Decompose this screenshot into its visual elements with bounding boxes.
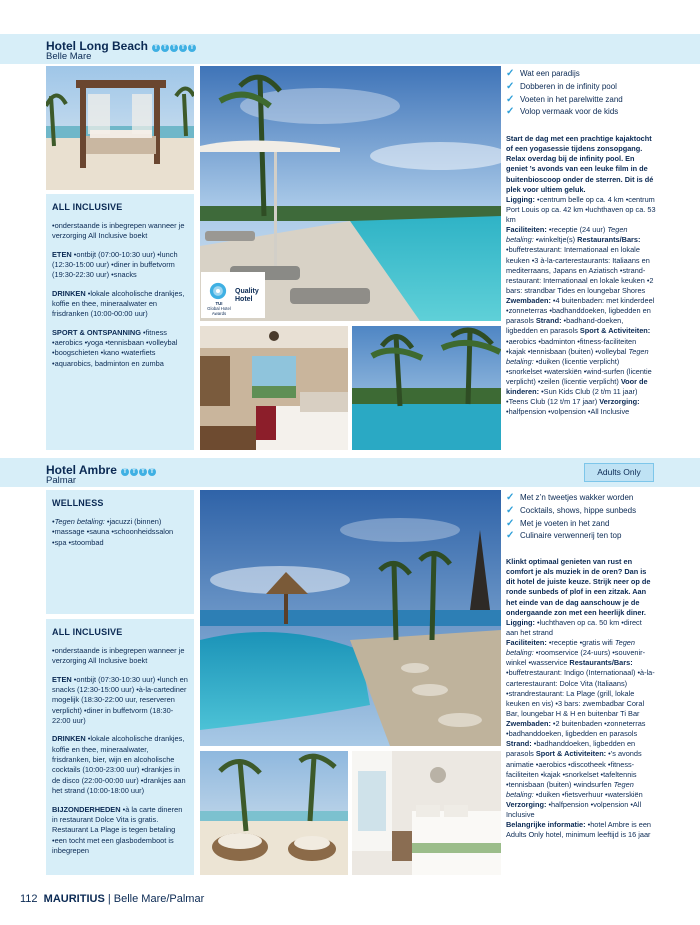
detail-text: •halfpension •volpension •All Inclusive bbox=[506, 407, 630, 417]
section-text: •lokale alcoholische drankjes, koffie en thee, mineraalwater, frisdranken, bier, wijn en alcoholische cocktails (10:00-23:00 uur) •drankjes in de disco (22:00-00:00 uur) •drankjes aan het strand (10:00-18:00 uur) bbox=[52, 734, 186, 796]
badge-title2: Hotel bbox=[235, 296, 253, 303]
highlight-text: Culinaire verwennerij ten top bbox=[520, 531, 622, 541]
section-text: •lokale alcoholische drankjes, koffie en thee, mineraalwater en frisdranken (10:00-00:00 uur) bbox=[52, 288, 185, 319]
footer-country: MAURITIUS bbox=[43, 893, 105, 905]
badge-line2: Global Hotel bbox=[207, 306, 231, 311]
hotel1-header bbox=[0, 34, 700, 64]
rating-sun-icon: T bbox=[139, 468, 147, 476]
hotel2-details bbox=[506, 618, 656, 841]
section-label: BIJZONDERHEDEN bbox=[52, 804, 121, 814]
highlight-text: Voeten in het parelwitte zand bbox=[520, 94, 623, 104]
rating-sun-icon: T bbox=[188, 44, 196, 52]
hotel2-intro: Klinkt optimaal genieten van rust en comfort je als muziek in de oren? Dan is dit hotel de juiste keuze. Strijk neer op de ronde sunbeds of plof in een zitzak. Aan het einde van de dag aanschouw je de ondergaande zon met een heerlijk diner. bbox=[506, 557, 651, 617]
detail-text: •4 buitenbaden: met kinderdeel •zonneterras •badhanddoeken, ligbedden en parasols bbox=[506, 296, 655, 326]
detail-text: •2 buitenbaden •zonneterras •badhanddoeken, ligbedden en parasols bbox=[506, 719, 646, 739]
photo-beach-daybed bbox=[46, 66, 194, 190]
section-label: DRINKEN bbox=[52, 734, 86, 744]
detail-text: •badhanddoeken, ligbedden en parasols bbox=[506, 739, 636, 759]
detail-label: Sport & Activiteiten: bbox=[579, 326, 651, 336]
hotel1-description bbox=[506, 134, 656, 418]
adults-only-tag: Adults Only bbox=[584, 463, 654, 482]
photo-hotel-room bbox=[200, 326, 348, 450]
photo-ambre-room bbox=[352, 751, 501, 875]
hotel2-wellness-box bbox=[46, 490, 194, 614]
detail-text: •buffetrestaurant: Internationaal en lokale keuken •3 à-la-carterestaurants: Italiaans en mediterraans, Japans en Aziatisch •strand-restaurant: Internationaal en lokale keuken •2 bars: strandbar Tides en loungebar Shores bbox=[506, 245, 654, 295]
detail-label: Voor de kinderen: bbox=[506, 377, 648, 397]
wellness-italic: •Tegen betaling: bbox=[52, 516, 105, 526]
detail-text: •badhand-doeken, ligbedden en parasols bbox=[506, 316, 624, 336]
detail-text: •buffetrestaurant: Indigo (Internationaal) •à-la-carterestaurant: Dolce Vita (Italiaans) •strandrestaurant: La Plage (grill, lokale keuken en vis) •3 bars: zwembadbar Coral Bar, loungebar H & H en buitenbar Ti Bar bbox=[506, 668, 655, 718]
highlight-text: Wat een paradijs bbox=[520, 69, 580, 78]
detail-italic: Tegen betaling: bbox=[506, 638, 635, 658]
section-label: ETEN bbox=[52, 674, 72, 684]
hotel2-allinclusive-box bbox=[46, 619, 194, 875]
footer-separator: | bbox=[104, 893, 114, 905]
rating-sun-icon: T bbox=[130, 468, 138, 476]
hotel2-highlight bbox=[506, 530, 696, 543]
allinclusive-intro: •onderstaande is inbegrepen wanneer je verzorging All Inclusive boekt bbox=[52, 645, 185, 666]
check-icon: ✓ bbox=[506, 504, 515, 516]
detail-label: Zwembaden: bbox=[506, 296, 551, 305]
hotel1-highlight bbox=[506, 81, 696, 94]
highlight-text: Met z’n tweetjes wakker worden bbox=[520, 493, 634, 502]
rating-sun-icon: T bbox=[179, 44, 187, 52]
photo-beach-sunbeds bbox=[200, 751, 348, 875]
highlight-text: Dobberen in de infinity pool bbox=[520, 81, 617, 91]
photo-pool-palms bbox=[352, 326, 501, 450]
check-icon: ✓ bbox=[506, 106, 515, 118]
photo-ambre-pool bbox=[200, 490, 501, 746]
detail-label: Strand: bbox=[506, 739, 532, 749]
check-icon: ✓ bbox=[506, 530, 515, 542]
hotel2-rating-icons bbox=[121, 462, 157, 478]
detail-text: •duiken (licentie verplicht) •snorkelset •waterskiën •wind-surfen (licentie verplicht) •zeilen (licentie verplicht) bbox=[506, 356, 652, 386]
detail-label: Restaurants/Bars: bbox=[569, 658, 633, 668]
detail-label: Restaurants/Bars: bbox=[577, 235, 641, 245]
detail-label: Faciliteiten: bbox=[506, 638, 547, 647]
rating-sun-icon: T bbox=[148, 468, 156, 476]
allinclusive-section bbox=[52, 250, 188, 281]
section-label: SPORT & ONTSPANNING bbox=[52, 327, 141, 337]
hotel1-details bbox=[506, 195, 656, 418]
highlight-text: Cocktails, shows, hippe sunbeds bbox=[520, 505, 637, 515]
check-icon: ✓ bbox=[506, 68, 515, 79]
detail-text: •luchthaven op ca. 50 km •direct aan het strand bbox=[506, 617, 642, 637]
wellness-title: WELLNESS bbox=[52, 498, 104, 508]
section-text: •fitness •aerobics •yoga •tennisbaan •volleybal •boogschieten •kano •waterfiets •aquarobics, badminton en zumba bbox=[52, 327, 178, 368]
highlight-text: Met je voeten in het zand bbox=[520, 518, 610, 528]
hotel1-highlight bbox=[506, 94, 696, 107]
allinclusive-section bbox=[52, 289, 188, 320]
detail-label: Verzorging: bbox=[506, 800, 547, 809]
detail-label: Ligging: bbox=[506, 617, 535, 627]
hotel1-highlight bbox=[506, 106, 696, 119]
detail-text: •winkeltje(s) bbox=[533, 235, 578, 245]
detail-label: Faciliteiten: bbox=[506, 225, 547, 235]
allinclusive-section bbox=[52, 805, 188, 857]
detail-text: •aerobics •badminton •fitness-faciliteiten •kajak •tennisbaan (buiten) •volleybal bbox=[506, 336, 637, 356]
hotel1-highlights bbox=[506, 68, 696, 119]
hotel2-highlight bbox=[506, 492, 696, 505]
detail-label: Sport & Activiteiten: bbox=[535, 749, 607, 759]
detail-text: •Sun Kids Club (2 t/m 11 jaar) •Teens Club (12 t/m 17 jaar) bbox=[506, 387, 638, 407]
badge-line3: Awards bbox=[211, 311, 227, 316]
hotel1-highlight bbox=[506, 68, 696, 81]
rating-sun-icon: T bbox=[152, 44, 160, 52]
section-label: DRINKEN bbox=[52, 288, 86, 298]
detail-text: •receptie •gratis wifi bbox=[546, 638, 615, 647]
hotel1-rating-icons bbox=[152, 38, 197, 54]
detail-label: Belangrijke informatie: bbox=[506, 820, 586, 830]
allinclusive-title: ALL INCLUSIVE bbox=[52, 202, 123, 212]
page-number: 112 bbox=[20, 893, 38, 905]
detail-text: •centrum belle op ca. 4 km •centrum Port Louis op ca. 42 km •luchthaven op ca. 53 km bbox=[506, 194, 656, 224]
hotel1-name: Hotel Long Beach bbox=[46, 39, 149, 53]
hotel2-location: Palmar bbox=[46, 475, 77, 486]
wellness-list: •jacuzzi (binnen) •massage •sauna •schoonheidssalon •spa •stoombad bbox=[52, 516, 174, 547]
hotel2-name: Hotel Ambre bbox=[46, 463, 117, 477]
allinclusive-section bbox=[52, 734, 188, 796]
allinclusive-intro: •onderstaande is inbegrepen wanneer je verzorging All Inclusive boekt bbox=[52, 220, 185, 241]
hotel2-highlight bbox=[506, 505, 696, 518]
wellness-text bbox=[52, 517, 188, 548]
check-icon: ✓ bbox=[506, 80, 515, 92]
detail-text: •halfpension •volpension •All Inclusive bbox=[506, 800, 642, 820]
detail-label: Strand: bbox=[535, 316, 562, 326]
detail-italic: Tegen betaling: bbox=[506, 346, 649, 366]
rating-sun-icon: T bbox=[170, 44, 178, 52]
detail-label: Zwembaden: bbox=[506, 719, 551, 728]
page-footer bbox=[20, 892, 204, 907]
hotel1-allinclusive-box bbox=[46, 194, 194, 450]
badge-title1: Quality bbox=[235, 288, 259, 295]
allinclusive-section bbox=[52, 328, 188, 369]
hotel2-description bbox=[506, 557, 656, 841]
check-icon: ✓ bbox=[506, 492, 515, 503]
detail-text: •receptie (24 uur) bbox=[546, 225, 608, 235]
check-icon: ✓ bbox=[506, 93, 515, 105]
allinclusive-title: ALL INCLUSIVE bbox=[52, 627, 123, 637]
rating-sun-icon: T bbox=[161, 44, 169, 52]
footer-region: Belle Mare/Palmar bbox=[113, 893, 205, 905]
detail-text: •’s avonds animatie •aerobics •discotheek •fitness-faciliteiten •kajak •snorkelset •tafeltennis •tennisbaan (buiten) •windsurfen bbox=[506, 749, 642, 789]
section-text: •à la carte dineren in restaurant Dolce Vita is gratis. Restaurant La Plage is tegen betaling •een tocht met een glasbodemboot is inbegrepen bbox=[52, 804, 183, 855]
detail-label: Ligging: bbox=[506, 194, 535, 204]
highlight-text: Volop vermaak voor de kids bbox=[520, 107, 619, 117]
quality-hotel-badge bbox=[201, 272, 265, 318]
hotel2-highlights bbox=[506, 492, 696, 543]
check-icon: ✓ bbox=[506, 517, 515, 529]
hotel2-highlight bbox=[506, 518, 696, 531]
section-text: •ontbijt (07:30-10:30 uur) •lunch en snacks (12:30-15:00 uur) •à-la-cartediner mogelijk (18:30-22:00 uur, reserveren verplicht) •diner in buffetvorm (18:30-22:00 uur) bbox=[52, 674, 188, 726]
detail-italic: Tegen betaling: bbox=[506, 779, 634, 799]
badge-line1: TUI bbox=[215, 301, 223, 306]
detail-label: Verzorging: bbox=[599, 397, 640, 407]
detail-text: •hotel Ambre is een Adults Only hotel, minimum leeftijd is 16 jaar bbox=[506, 820, 652, 840]
hotel1-location: Belle Mare bbox=[46, 51, 92, 62]
detail-italic: Tegen betaling: bbox=[506, 225, 628, 245]
detail-text: •roomservice (24-uurs) •souvenir-winkel •wasservice bbox=[506, 648, 646, 668]
hotel1-intro: Start de dag met een prachtige kajaktocht of een yogasessie tijdens zonsopgang. Relax overdag bij de infinity pool. En geniet ’s avonds van een leuke film in de buitenbioscoop onder de sterren. Dit is dé plek voor ultiem geluk. bbox=[506, 134, 654, 194]
section-text: •ontbijt (07:00-10:30 uur) •lunch (12:30-15:00 uur) •diner in buffetvorm (19:30-22:30 uur) •snacks bbox=[52, 249, 178, 280]
allinclusive-section bbox=[52, 675, 188, 727]
detail-text: •duiken •fietsverhuur •waterskiën bbox=[533, 789, 643, 799]
rating-sun-icon: T bbox=[121, 468, 129, 476]
section-label: ETEN bbox=[52, 249, 72, 259]
